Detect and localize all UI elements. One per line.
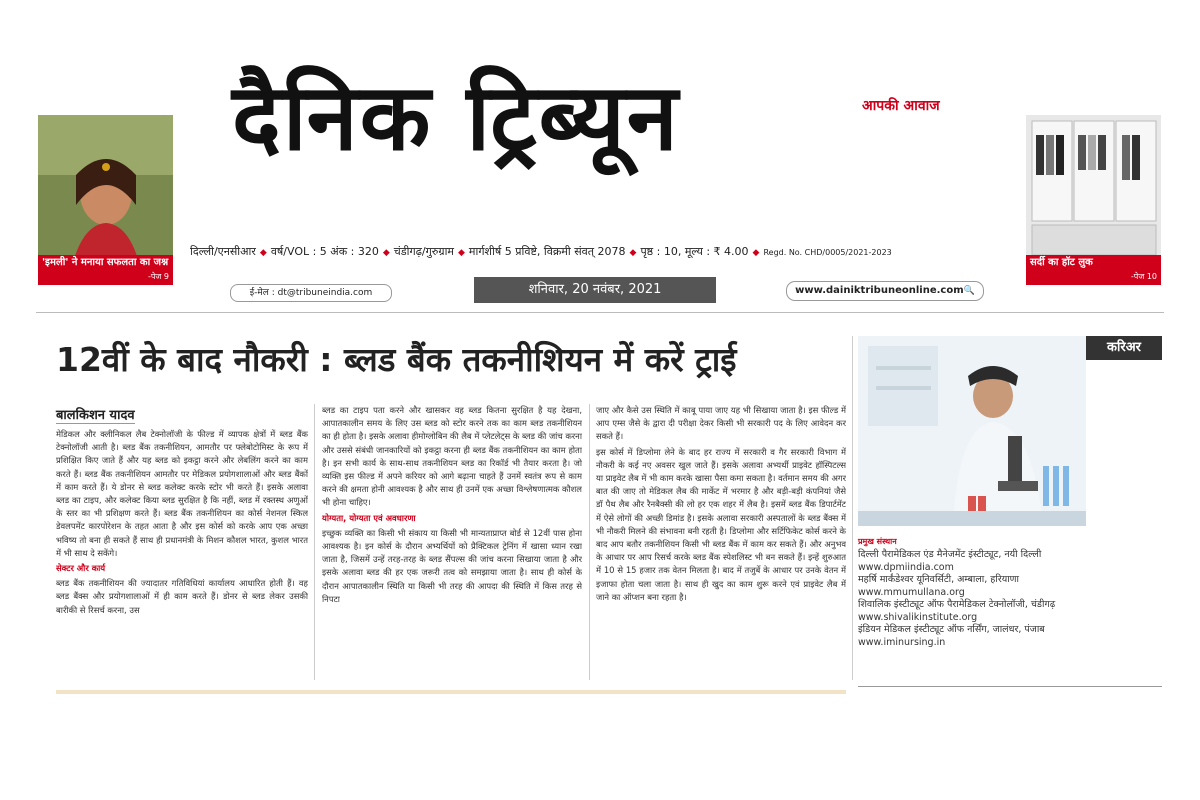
info-edition: दिल्ली/एनसीआर [190,245,256,258]
website-text: www.dainiktribuneonline.com [795,285,964,296]
teaser-right-page: -पेज 10 [1130,272,1157,281]
institute-website[interactable]: www.mmumullana.org [858,586,965,598]
lab-technician-photo [858,336,1086,526]
teaser-left[interactable] [38,115,173,285]
info-samvat: मार्गशीर्ष 5 प्रविष्टे, विक्रमी संवत् 2078 [468,245,626,258]
search-icon: 🔍 [963,286,975,296]
article-column-3 [596,404,846,680]
diamond-icon: ◆ [629,248,637,258]
byline: बालकिशन यादव [56,405,135,424]
col1-paragraph: मेडिकल और क्लीनिकल लैब टेक्नोलॉजी के फील्ड में व्यापक क्षेत्रों में ब्लड बैंक टेक्नोलॉजी आती है। ब्लड बैंक तकनीशियन, आमतौर पर फ्लेबोटोमिस्ट के रूप में प्रशिक्षित किए जाते हैं और यह ब्लड को इकट्ठा करने और लेबलिंग करने का काम करते हैं। ब्लड बैंक तकनीशियन आमतौर पर मेडिकल प्रयोगशालाओं और ब्लड बैंकों में काम करते हैं। ये डोनर से ब्लड कलेक्ट करके स्टोर भी करते हैं। इसके अलावा ब्लड का टाइप, और कलेक्ट किया ब्लड सुरक्षित है कि नहीं, ब्लड में रक्तस्थ अणुओं के स्तर का भी प्रशिक्षण करते हैं। ब्लड बैंक तकनीशियन का कोर्स नेशनल स्किल डेवलपमेंट कारपोरेशन के तहत आता है और इस कोर्स को करके आप एक अच्छा भविष्य तो बना ही सकते हैं साथ ही प्रधानमंत्री के मिशन कौशल भारत, कुशल भारत में भी साथ दे सकेंगे। [56,429,308,558]
article-column-2 [322,404,582,680]
diamond-icon: ◆ [382,248,390,258]
publication-date: शनिवार, 20 नवंबर, 2021 [474,277,716,303]
masthead-divider [36,312,1164,313]
column-divider [589,404,590,680]
institute-name: इंडियन मेडिकल इंस्टीट्यूट ऑफ नर्सिंग, जालंधर, पंजाब [858,624,1045,635]
col1-subheading: सेक्टर और कार्य [56,563,106,574]
col2-paragraph: ब्लड का टाइप पता करने और खासकर वह ब्लड कितना सुरक्षित है यह देखना, आपातकालीन समय के लिए उस ब्लड को स्टोर करने तक का काम ब्लड तकनीशियन का ही होता है। इसके अलावा हीमोग्लोबिन की लैब में प्लेटलेट्स के ब्लड की जांच करना और उससे संबंधी जानकारियों को इकट्ठा करना ही ब्लड बैंक तकनीशियन का काम होता है। इन सभी कार्य के साथ-साथ तकनीशियन ब्लड का रिकॉर्ड भी तैयार करता है। जो व्यक्ति इस फील्ड में अपने करियर को आगे बढ़ाना चाहते हैं उनमें स्वतंत्र रूप से काम करने की क्षमता होनी आवश्यक है और साथ ही उनमें एक अच्छा विश्लेषणात्मक कौशल भी होना चाहिए। [322,405,582,508]
info-city: चंडीगढ़/गुरुग्राम [393,245,454,258]
bottom-divider-right [858,686,1162,687]
institutes-box [858,536,1158,676]
bottom-divider [56,690,846,694]
col2-subheading: योग्यता, योग्यता एवं अवधारणा [322,512,416,523]
website-link[interactable] [786,281,984,301]
institute-website[interactable]: www.iminursing.in [858,636,946,648]
tagline: आपकी आवाज [862,98,940,114]
institute-name: महर्षि मार्कंडेश्वर यूनिवर्सिटी, अम्बाला, हरियाणा [858,574,1019,585]
col2-paragraph: इच्छुक व्यक्ति का किसी भी संकाय या किसी भी मान्यताप्राप्त बोर्ड से 12वीं पास होना आवश्यक है। इन कोर्स के दौरान अभ्यर्थियों को प्रैक्टिकल ट्रेनिंग में खासा ध्यान रखा जाता है, जिसमें उन्हें तरह-तरह के ब्लड सैंपल्स की जांच करना सिखाया जाता है और इसके अलावा ब्लड की हर एक जरूरी तत्व को समझाया जाता है। साथ ही कोर्स के दौरान आपातकालीन स्थिति या किसी भी तरह की आपदा की स्थिति में किस तरह से निपटा [322,527,582,604]
col3-paragraph: इस कोर्स में डिप्लोमा लेने के बाद हर राज्य में सरकारी व गैर सरकारी विभाग में नौकरी के कई नए अवसर खुल जाते हैं। इसके अलावा अभ्यर्थी प्राइवेट हॉस्पिटल्स या प्राइवेट लैब में भी काम करके खासा पैसा कमा सकता है। वर्तमान समय की अगर बात की जाए तो मेडिकल लैब की मार्केट में भरमार है और बड़ी-बड़ी कंपनियां जैसे डॉ पैथ लैब और रैनबैक्सी की लो हर एक शहर में लैब है। इसमें ब्लड बैंक डिपार्टमेंट में ऐसे लोगों की अच्छी डिमांड है। इसके अलावा सरकारी अस्पतालों के ब्लड बैंक्स में भी नौकरी मिलने की संभावना बनी रहती है। डिप्लोमा और सर्टिफिकेट कोर्स करने के बाद आप बतौर तकनीशियन किसी भी ब्लड बैंक में काम कर सकते हैं। और अनुभव के आधार पर आप रिसर्च करके ब्लड बैंक स्पेशलिस्ट भी बन सकते हैं। इन्हें शुरुआत में 10 से 15 हजार तक वेतन मिलता है। बाद में तजुर्बे के आधार पर उनके वेतन में इजाफा होता चला जाता है। साथ ही खुद का काम शुरू करने एवं प्राइवेट लैब में जाने का ऑप्शन बना रहता है। [596,446,846,602]
diamond-icon: ◆ [458,248,465,258]
institute-name: दिल्ली पैरामेडिकल एंड मैनेजमेंट इंस्टीट्यूट, नयी दिल्ली [858,549,1042,560]
institute-website[interactable]: www.dpmiindia.com [858,561,954,573]
newspaper-title: दैनिक ट्रिब्यून [232,64,680,171]
diamond-icon: ◆ [752,248,760,258]
info-regd: Regd. No. CHD/0005/2021-2023 [763,248,892,257]
article-column-1 [56,428,308,678]
col1-paragraph: ब्लड बैंक तकनीशियन की ज्यादातर गतिविधियां कार्यालय आधारित होती हैं। वह ब्लड बैंक्स और प्रयोगशालाओं में ही काम करते हैं। डोनर से ब्लड लेकर उसकी बारीकी से रिसर्च करना, उस [56,578,308,615]
info-volume: वर्ष/VOL : 5 अंक : 320 [270,245,379,258]
masthead-info-line [190,244,1020,259]
institute-website[interactable]: www.shivalikinstitute.org [858,611,978,623]
section-tag-career[interactable]: करिअर [1086,336,1162,360]
institute-name: शिवालिक इंस्टीट्यूट ऑफ पैरामेडिकल टेक्नोलॉजी, चंडीगढ़ [858,599,1056,610]
col3-paragraph: जाए और कैसे उस स्थिति में काबू पाया जाए यह भी सिखाया जाता है। इस फील्ड में आप एम्स जैसे के द्वारा दी परीक्षा देकर किसी भी सरकारी पद के लिए आवेदन कर सकते हैं। [596,405,846,442]
diamond-icon: ◆ [259,248,267,258]
lab-photo-illustration [858,336,1086,526]
email-link[interactable]: ई-मेल : dt@tribuneindia.com [230,284,392,302]
article-headline: 12वीं के बाद नौकरी : ब्लड बैंक तकनीशियन में करें ट्राई [56,340,737,379]
teaser-left-page: -पेज 9 [148,272,169,281]
column-divider [314,404,315,680]
teaser-left-caption-text: 'इमली' ने मनाया सफलता का जश्न [42,257,169,268]
teaser-right-caption-text: सर्दी का हॉट लुक [1030,257,1093,268]
info-price: पृष्ठ : 10, मूल्य : ₹ 4.00 [640,245,749,258]
column-divider [852,336,853,680]
institutes-heading: प्रमुख संस्थान [858,537,897,546]
teaser-right[interactable] [1026,115,1161,285]
